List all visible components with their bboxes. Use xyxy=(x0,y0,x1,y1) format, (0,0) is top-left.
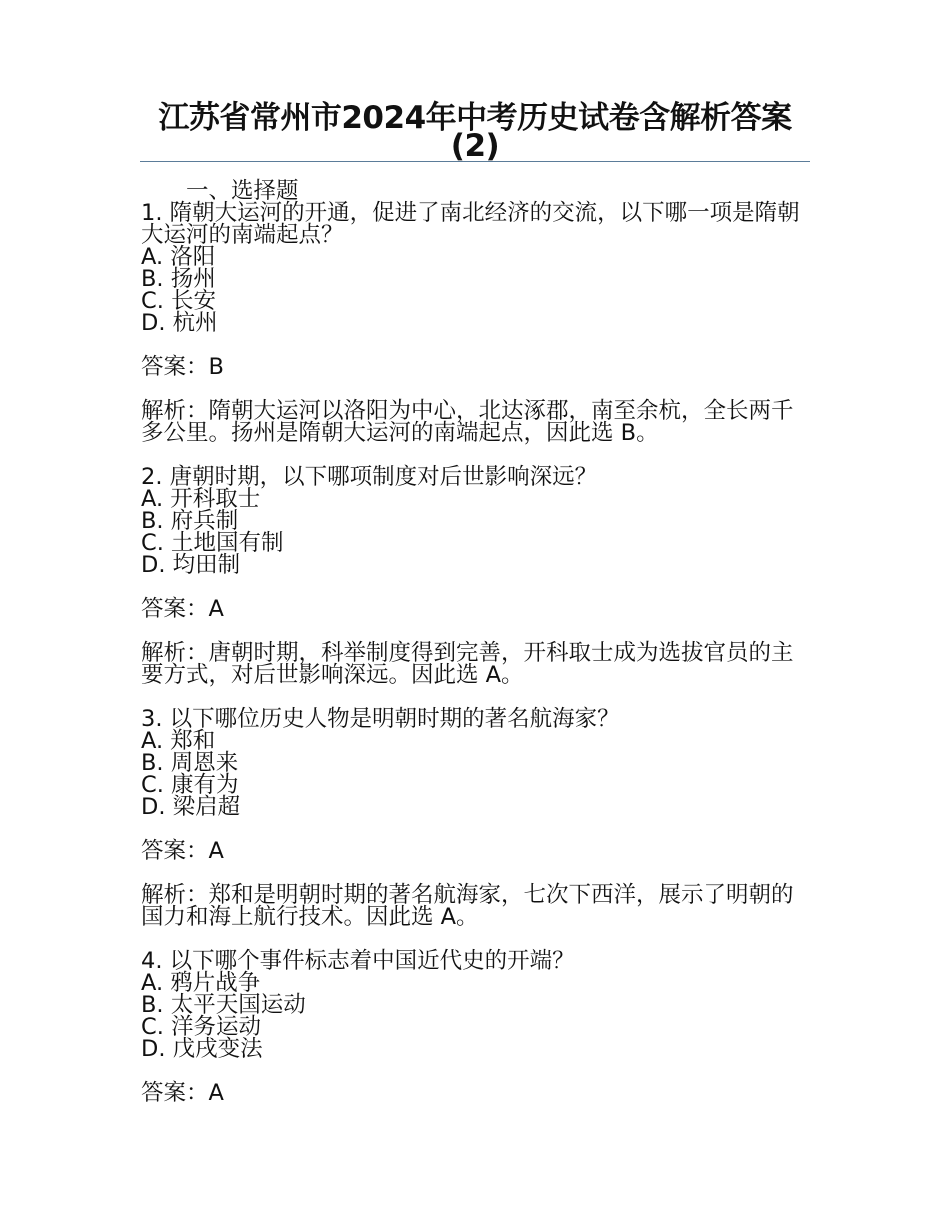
document-body xyxy=(141,180,813,1104)
question-4 xyxy=(141,950,813,1104)
title-underline xyxy=(140,161,810,162)
option-c: C. 长安 xyxy=(141,288,217,314)
question-3 xyxy=(141,708,813,928)
option-b: B. 府兵制 xyxy=(141,508,239,534)
question-1 xyxy=(141,202,813,444)
question-text: 2. 唐朝时期，以下哪项制度对后世影响深远？ xyxy=(141,464,598,490)
answer-line: 答案：A xyxy=(141,1080,224,1106)
option-a: A. 鸦片战争 xyxy=(141,970,261,996)
analysis-paragraph: 解析：唐朝时期，科举制度得到完善，开科取士成为选拔官员的主要方式，对后世影响深远。因此选 A。 xyxy=(141,640,794,688)
option-b: B. 扬州 xyxy=(141,266,216,292)
option-b: B. 周恩来 xyxy=(141,750,239,776)
answer-line: 答案：A xyxy=(141,838,224,864)
spacer xyxy=(141,444,813,466)
question-text: 3. 以下哪位历史人物是明朝时期的著名航海家？ xyxy=(141,706,620,732)
option-a: A. 郑和 xyxy=(141,728,216,754)
option-d: D. 梁启超 xyxy=(141,794,241,820)
section-heading: 一、选择题 xyxy=(186,178,299,204)
question-text: 1. 隋朝大运河的开通，促进了南北经济的交流，以下哪一项是隋朝大运河的南端起点？ xyxy=(141,200,800,248)
option-c: C. 土地国有制 xyxy=(141,530,284,556)
question-text: 4. 以下哪个事件标志着中国近代史的开端？ xyxy=(141,948,575,974)
option-d: D. 戊戌变法 xyxy=(141,1036,263,1062)
option-c: C. 康有为 xyxy=(141,772,239,798)
spacer xyxy=(141,928,813,950)
analysis-paragraph: 解析：隋朝大运河以洛阳为中心，北达涿郡，南至余杭，全长两千多公里。扬州是隋朝大运河的南端起点，因此选 B。 xyxy=(141,398,794,446)
analysis-paragraph: 解析：郑和是明朝时期的著名航海家，七次下西洋，展示了明朝的国力和海上航行技术。因此选 A。 xyxy=(141,882,794,930)
option-b: B. 太平天国运动 xyxy=(141,992,306,1018)
option-d: D. 均田制 xyxy=(141,552,241,578)
spacer xyxy=(141,686,813,708)
document-title: 江苏省常州市2024年中考历史试卷含解析答案(2) xyxy=(158,100,792,164)
answer-line: 答案：A xyxy=(141,596,224,622)
answer-line: 答案：B xyxy=(141,354,224,380)
option-d: D. 杭州 xyxy=(141,310,218,336)
option-a: A. 开科取士 xyxy=(141,486,261,512)
question-2 xyxy=(141,466,813,686)
option-a: A. 洛阳 xyxy=(141,244,216,270)
option-c: C. 洋务运动 xyxy=(141,1014,262,1040)
